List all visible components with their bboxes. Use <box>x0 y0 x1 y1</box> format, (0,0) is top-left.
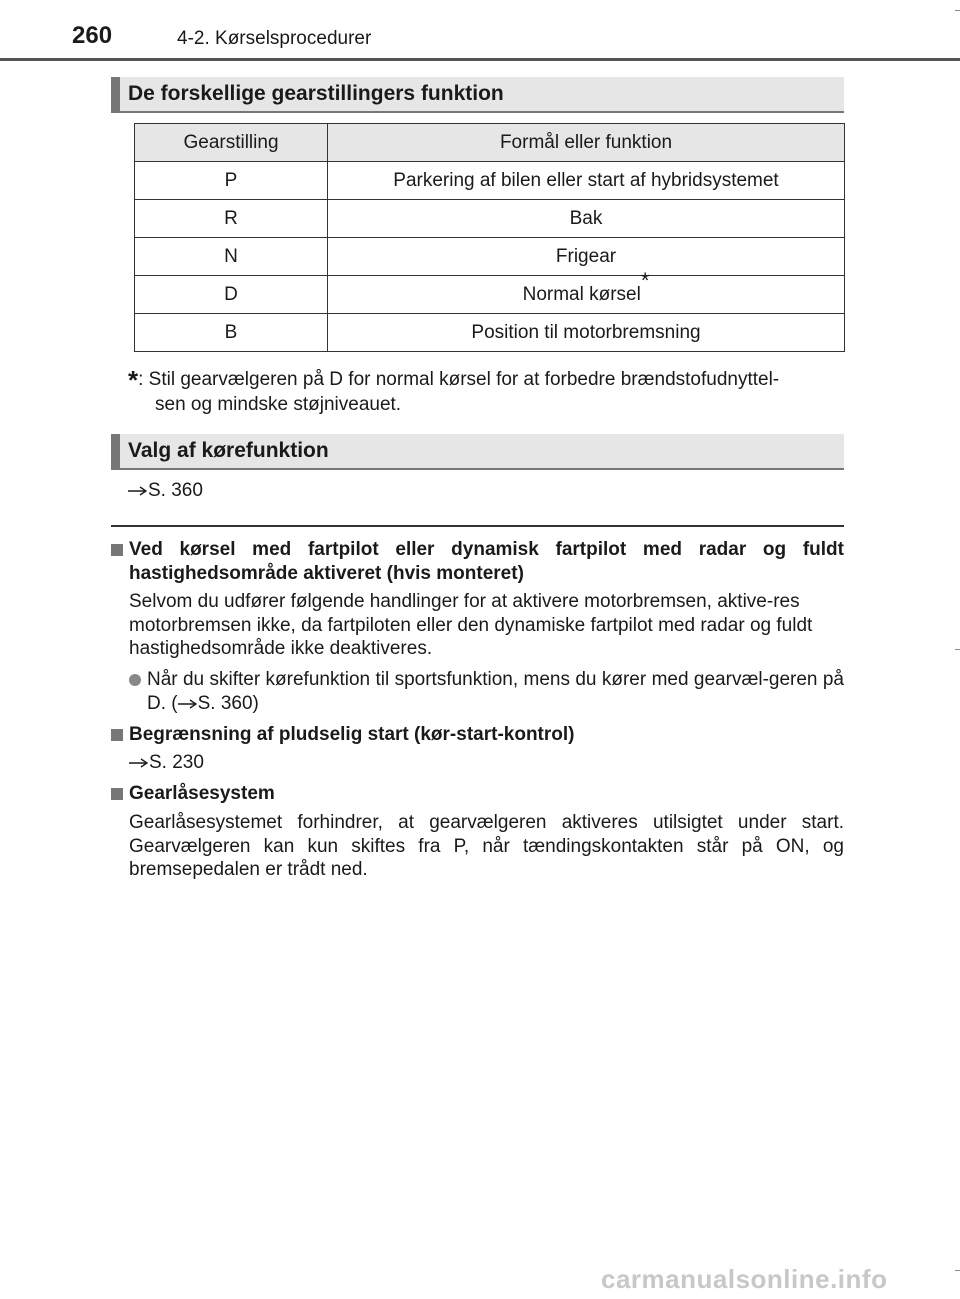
section-heading-drive-mode <box>111 434 844 470</box>
table-row <box>135 314 845 352</box>
column-header: Gearstilling <box>135 124 328 162</box>
table-row <box>135 238 845 276</box>
footnote-line-1: : Stil gearvælgeren på D for normal kørsel for at forbedre brændstofudnyttel- <box>138 369 780 390</box>
section-heading-gear-functions <box>111 77 844 113</box>
note-heading-text: Ved kørsel med fartpilot eller dynamisk fartpilot med radar og fuldt hastighedsområde aktiveret (hvis monteret) <box>129 539 844 584</box>
note-heading-start-control <box>111 723 844 747</box>
page-reference-link[interactable] <box>129 751 204 775</box>
note-heading-cruise-control <box>111 538 844 586</box>
bullet-body: Når du skifter kørefunktion til sportsfunktion, mens du kører med gearvæl-geren på D. ( <box>147 669 844 714</box>
heading-accent <box>111 434 120 468</box>
gear-cell: N <box>135 238 328 276</box>
crop-mark <box>955 649 960 650</box>
table-row <box>135 276 845 314</box>
note-heading-text: Begrænsning af pludselig start (kør-start-kontrol) <box>129 724 575 745</box>
arrow-right-icon <box>128 485 147 497</box>
reference-text: S. 230 <box>149 752 204 773</box>
watermark: carmanualsonline.info <box>601 1264 888 1294</box>
table-header-row <box>135 124 845 162</box>
round-bullet-icon <box>129 674 141 686</box>
bullet-item <box>129 668 844 716</box>
crop-mark <box>955 1270 960 1271</box>
section-divider <box>111 525 844 527</box>
gear-table <box>134 123 845 352</box>
bullet-text <box>129 668 844 716</box>
page-reference-link[interactable] <box>128 479 203 503</box>
header-rule <box>0 58 960 61</box>
table-footnote <box>128 364 844 417</box>
square-bullet-icon <box>111 788 123 800</box>
footnote-star: * <box>128 365 139 395</box>
reference-text: S. 360 <box>148 480 203 501</box>
note-heading-gear-lock <box>111 782 844 806</box>
note-heading-text: Gearlåsesystem <box>129 783 275 804</box>
heading-accent <box>111 77 120 111</box>
note-body: Gearlåsesystemet forhindrer, at gearvælgeren aktiveres utilsigtet under start. Gearvælgeren kan kun skiftes fra P, når tændingskontakten står på ON, og bremsepedalen er trådt ned. <box>129 812 844 880</box>
square-bullet-icon <box>111 544 123 556</box>
section-heading-text: Valg af kørefunktion <box>128 439 329 462</box>
chapter-title: 4-2. Kørselsprocedurer <box>177 28 372 49</box>
gear-cell: D <box>135 276 328 314</box>
gear-cell: R <box>135 200 328 238</box>
bullet-reference-link[interactable]: S. 360 <box>197 693 253 714</box>
table-row <box>135 162 845 200</box>
footnote-marker: * <box>640 268 650 294</box>
table-row <box>135 200 845 238</box>
function-text: Normal kørsel <box>522 283 641 305</box>
square-bullet-icon <box>111 729 123 741</box>
function-cell: Frigear <box>328 238 845 276</box>
arrow-right-icon <box>178 698 197 710</box>
function-cell <box>328 268 845 314</box>
note-body: Selvom du udfører følgende handlinger for at aktivere motorbremsen, aktive-res motorbremsen ikke, da fartpiloten eller den dynamiske fartpilot med radar og fuldt hastighedsområde ikke deaktiveres. <box>129 591 813 659</box>
arrow-right-icon <box>129 757 148 769</box>
crop-mark <box>955 10 960 11</box>
bullet-close: ) <box>252 693 259 714</box>
section-heading-text: De forskellige gearstillingers funktion <box>128 82 504 105</box>
gear-cell: P <box>135 162 328 200</box>
function-cell: Bak <box>328 200 845 238</box>
function-cell: Parkering af bilen eller start af hybridsystemet <box>328 162 845 200</box>
gear-cell: B <box>135 314 328 352</box>
function-cell: Position til motorbremsning <box>328 314 845 352</box>
footnote-line-2: sen og mindske støjniveauet. <box>155 394 402 415</box>
page-number: 260 <box>72 22 113 49</box>
column-header: Formål eller funktion <box>328 124 845 162</box>
